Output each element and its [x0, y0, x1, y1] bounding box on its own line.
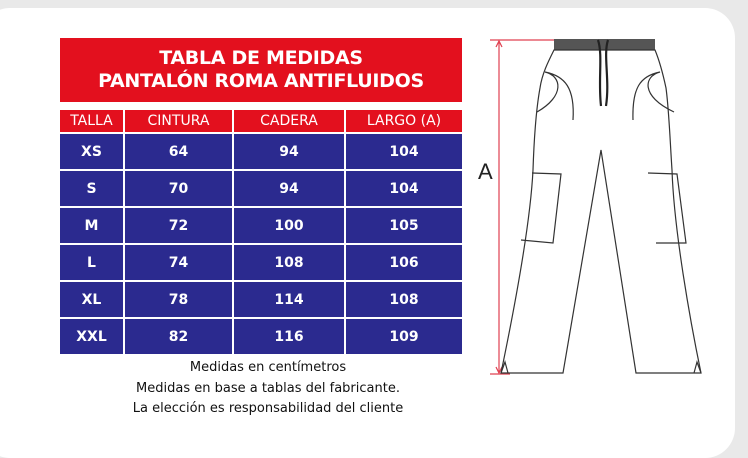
cell-talla: L	[60, 244, 124, 281]
cell-talla: S	[60, 170, 124, 207]
cell-cintura: 82	[124, 318, 233, 354]
cell-cintura: 78	[124, 281, 233, 318]
header-cadera: CADERA	[233, 110, 345, 133]
header-cintura: CINTURA	[124, 110, 233, 133]
cell-cintura: 64	[124, 133, 233, 170]
note-responsibility: La elección es responsabilidad del cliente	[132, 401, 404, 416]
cell-cintura: 74	[124, 244, 233, 281]
waistband	[554, 39, 655, 50]
note-source: Medidas en base a tablas del fabricante.	[136, 380, 400, 396]
cell-largo: 109	[345, 318, 462, 354]
cell-largo: 108	[345, 281, 462, 318]
header-talla: TALLA	[60, 110, 124, 133]
cell-talla: XL	[60, 281, 124, 318]
cell-cadera: 116	[233, 318, 345, 354]
cell-cadera: 114	[233, 281, 345, 318]
cell-cintura: 72	[124, 207, 233, 244]
cell-cadera: 108	[233, 244, 345, 281]
cell-largo: 104	[345, 170, 462, 207]
cell-talla: XS	[60, 133, 124, 170]
cell-talla: XXL	[60, 318, 124, 354]
note-units: Medidas en centímetros	[189, 360, 347, 375]
measure-label-a: A	[478, 159, 493, 184]
header-largo: LARGO (A)	[345, 110, 462, 133]
cell-cintura: 70	[124, 170, 233, 207]
title-line-1: TABLA DE MEDIDAS	[159, 47, 363, 69]
cell-largo: 106	[345, 244, 462, 281]
title-line-2: PANTALÓN ROMA ANTIFLUIDOS	[98, 70, 424, 92]
cell-cadera: 100	[233, 207, 345, 244]
cell-largo: 105	[345, 207, 462, 244]
cell-cadera: 94	[233, 133, 345, 170]
cell-cadera: 94	[233, 170, 345, 207]
cell-largo: 104	[345, 133, 462, 170]
cell-talla: M	[60, 207, 124, 244]
